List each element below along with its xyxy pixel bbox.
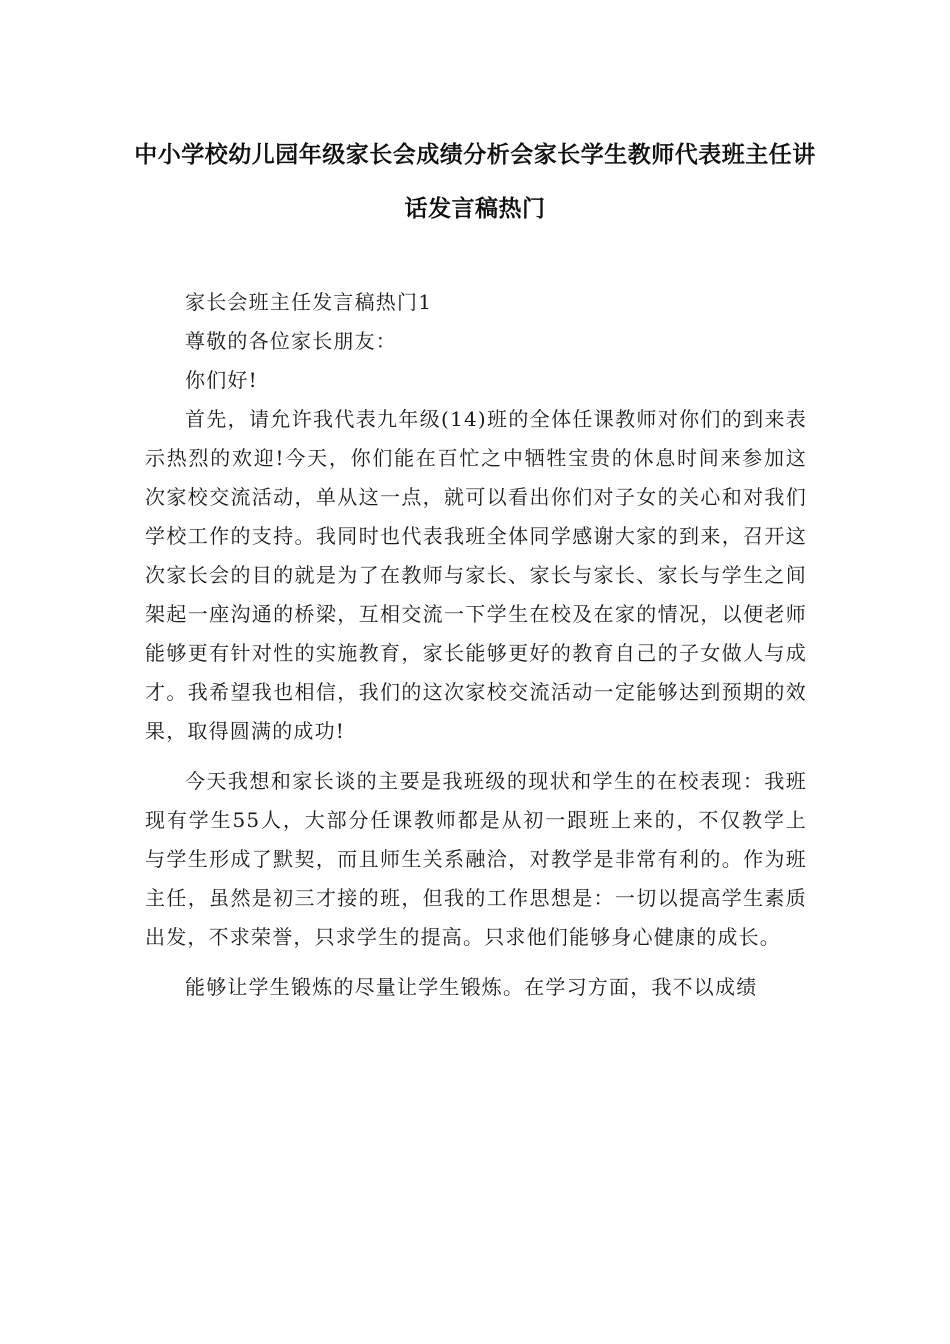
paragraph-welcome: 首先，请允许我代表九年级(14)班的全体任课教师对你们的到来表示热烈的欢迎!今天，你们能在百忙之中牺牲宝贵的休息时间来参加这次家校交流活动，单从这一点，就可以看出你们对子女的关心和对我们学校工作的支持。我同时也代表我班全体同学感谢大家的到来，召开这次家长会的目的就是为了在教师与家长、家长与家长、家长与学生之间架起一座沟通的桥梁，互相交流一下学生在校及在家的情况，以便老师能够更有针对性的实施教育，家长能够更好的教育自己的子女做人与成才。我希望我也相信，我们的这次家校交流活动一定能够达到预期的效果，取得圆满的成功! (145, 407, 807, 743)
title-line-1: 中小学校幼儿园年级家长会成绩分析会家长学生教师代表班主任讲 (134, 142, 816, 168)
document-title (120, 128, 830, 236)
greeting: 你们好! (185, 368, 258, 392)
section-heading: 家长会班主任发言稿热门1 (185, 290, 433, 314)
paragraph-training: 能够让学生锻炼的尽量让学生锻炼。在学习方面，我不以成绩 (185, 975, 758, 999)
paragraph-class-status: 今天我想和家长谈的主要是我班级的现状和学生的在校表现：我班现有学生55人，大部分任课教师都是从初一跟班上来的，不仅教学上与学生形成了默契，而且师生关系融洽，对教学是非常有利的。作为班主任，虽然是初三才接的班，但我的工作思想是：一切以提高学生素质出发，不求荣誉，只求学生的提高。只求他们能够身心健康的成长。 (145, 769, 807, 949)
salutation: 尊敬的各位家长朋友： (185, 329, 397, 353)
document-body (145, 283, 807, 1007)
title-line-2: 话发言稿热门 (404, 196, 546, 222)
